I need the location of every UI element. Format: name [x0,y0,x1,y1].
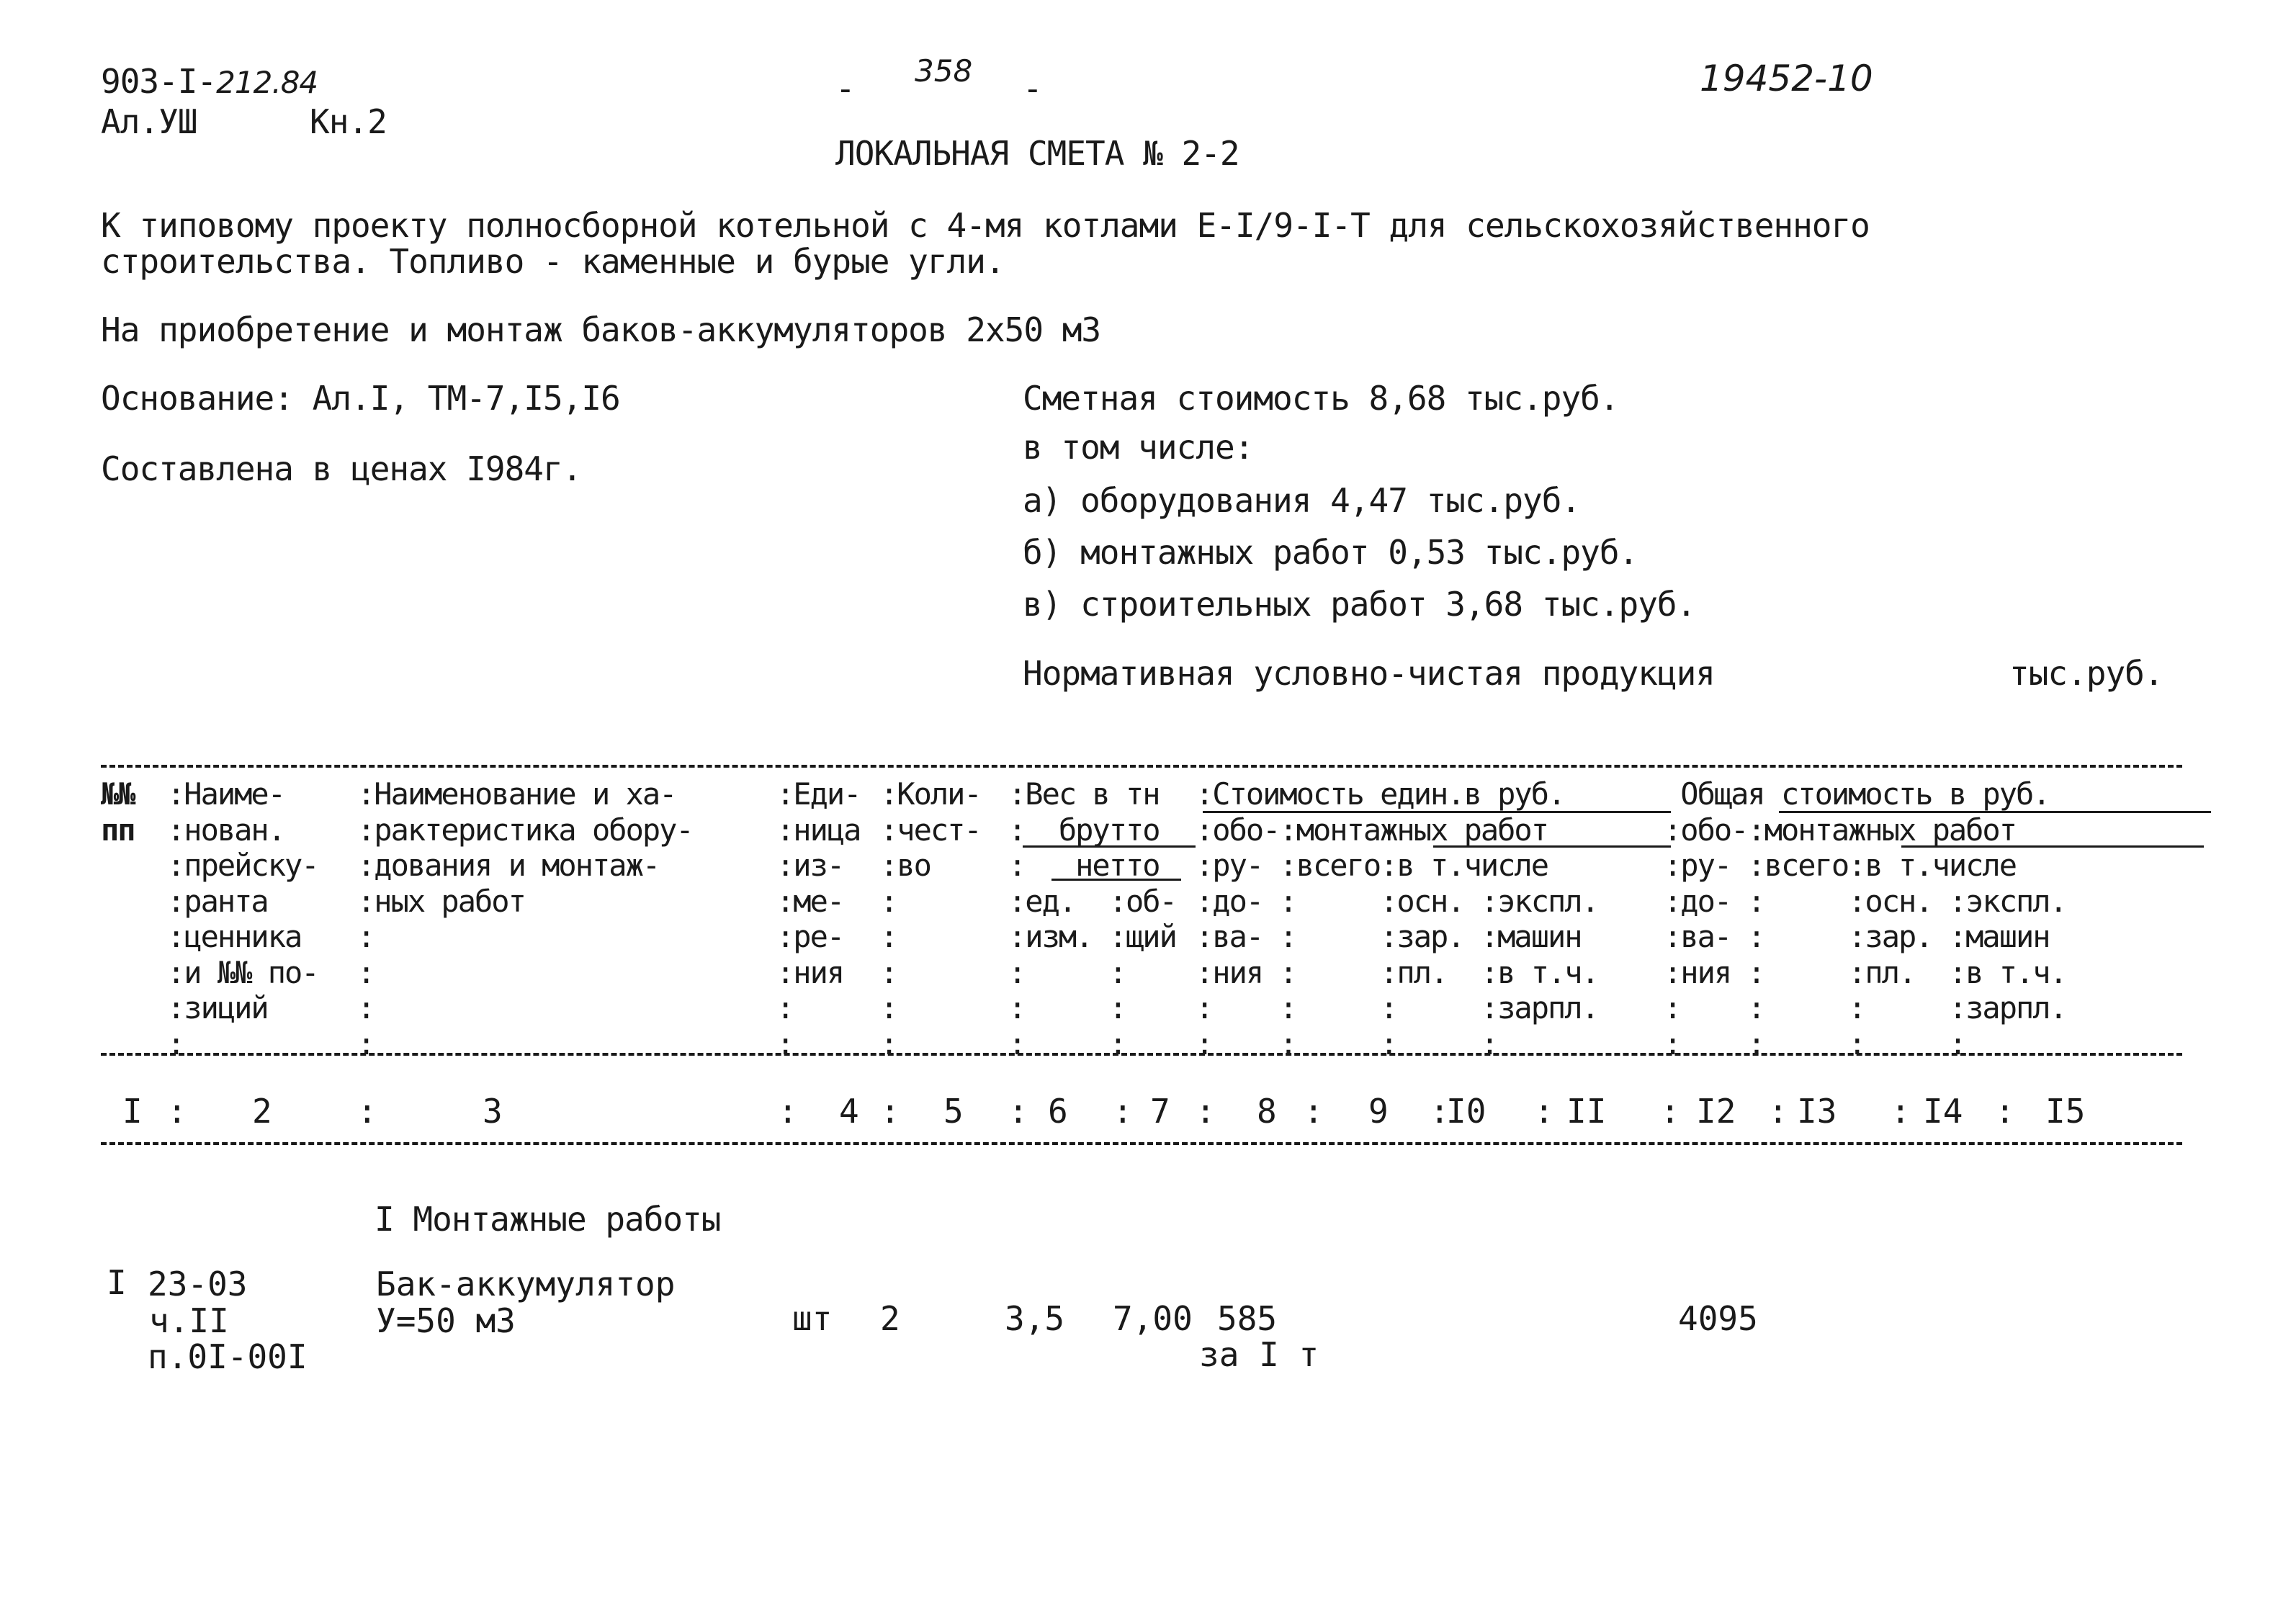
page-dash-right: - [1023,69,1042,108]
album-label: Ал.УШ [101,102,197,141]
header-col-num: №№ пп [101,776,135,848]
column-number: I [122,1092,143,1131]
column-number: 7 [1150,1092,1170,1131]
document-title: ЛОКАЛЬНАЯ СМЕТА № 2-2 [835,134,1239,173]
prices-line: Составлена в ценах I984г. [101,449,582,488]
column-number: 5 [943,1092,964,1131]
column-number: I5 [2045,1092,2086,1131]
column-number: 2 [252,1092,272,1131]
total-cost: Сметная стоимость 8,68 тыс.руб. [1023,379,1619,418]
header-col-total-cost: Общая стоимость в руб. :обо-:монтажных работ :ру- :всего:в т.числе :до- : :осн. :экспл. :ва- : :зар. :машин :ния : :пл. :в т.ч. : : : :зарпл. : : : : [1664,776,2066,1061]
row-number: I [107,1263,127,1302]
installation-cost: б) монтажных работ 0,53 тыс.руб. [1023,533,1638,572]
header-col-name: :Наименование и ха- :рактеристика обору- :дования и монтаж- :ных работ : : : : [357,776,693,1061]
normative-unit: тыс.руб. [2009,654,2163,693]
book-label: Кн.2 [310,102,387,141]
column-number: II [1566,1092,1607,1131]
table-numbers-rule [101,1142,2182,1145]
column-separator: : [357,1092,377,1131]
basis-line: Основание: Ал.I, ТМ-7,I5,I6 [101,379,620,418]
column-separator: : [167,1092,187,1131]
purpose-line: На приобретение и монтаж баков-аккумуляторов 2х50 м3 [101,310,1101,349]
column-separator: : [1660,1092,1680,1131]
column-number: I4 [1923,1092,1963,1131]
equipment-cost: а) оборудования 4,47 тыс.руб. [1023,481,1581,520]
header-col-qty: :Коли- :чест- :во : : : : : [880,776,981,1061]
row-unit: шт [792,1299,833,1338]
column-number: 3 [483,1092,503,1131]
normative-label: Нормативная условно-чистая продукция [1023,654,1715,693]
column-number: I0 [1446,1092,1486,1131]
header-col-code: :Наиме- :нован. :прейску- :ранта :ценника :и №№ по- :зиций : [167,776,318,1061]
column-separator: : [778,1092,798,1131]
column-separator: : [1995,1092,2015,1131]
including-label: в том числе: [1023,428,1254,467]
project-code: 903-I-212.84 [101,62,318,101]
page-number: 358 [915,53,973,89]
project-description-line1: К типовому проекту полносборной котельной с 4-мя котлами Е-I/9-I-Т для сельскохозяйственного [101,206,1870,245]
header-col-weight: :Вес в тн : брутто : нетто :ед. :об- :изм. :щий : : : : : : [1008,776,1176,1061]
column-separator: : [1430,1092,1450,1131]
row-name: Бак-аккумулятор У=50 м3 [376,1265,676,1340]
row-weight-total: 7,00 [1113,1299,1193,1338]
header-col-unit: :Еди- :ница :из- :ме- :ре- :ния : : [776,776,861,1061]
column-separator: : [1113,1092,1133,1131]
column-separator: : [1768,1092,1788,1131]
row-unit-cost: 585 [1217,1299,1278,1338]
document-number: 19452-10 [1700,58,1873,99]
column-separator: : [1008,1092,1028,1131]
row-weight-unit: 3,5 [1005,1299,1065,1338]
page-dash-left: - [835,69,855,108]
row-quantity: 2 [880,1299,900,1338]
table-top-rule [101,765,2182,768]
column-separator: : [1304,1092,1324,1131]
construction-cost: в) строительных работ 3,68 тыс.руб. [1023,585,1696,624]
column-separator: : [1891,1092,1911,1131]
row-total-cost: 4095 [1678,1299,1758,1338]
column-separator: : [880,1092,900,1131]
column-number: I3 [1797,1092,1837,1131]
column-number: 9 [1368,1092,1389,1131]
row-unit-cost-note: за I т [1199,1335,1319,1374]
project-code-handwritten: 212.84 [216,65,318,100]
row-code: 23-03 ч.II п.0I-00I [148,1265,308,1377]
column-separator: : [1196,1092,1216,1131]
header-col-unit-cost: :Стоимость един.в руб. :обо-:монтажных работ :ру- :всего:в т.числе :до- : :осн. :экспл. :ва- : :зар. :машин :ния : :пл. :в т.ч. : : : :зарпл. : : : : [1196,776,1598,1061]
column-separator: : [1534,1092,1554,1131]
column-number: 8 [1257,1092,1277,1131]
column-number: I2 [1696,1092,1736,1131]
column-number: 6 [1048,1092,1068,1131]
project-description-line2: строительства. Топливо - каменные и бурые угли. [101,242,1005,281]
section-title: I Монтажные работы [375,1200,721,1239]
column-number: 4 [839,1092,859,1131]
